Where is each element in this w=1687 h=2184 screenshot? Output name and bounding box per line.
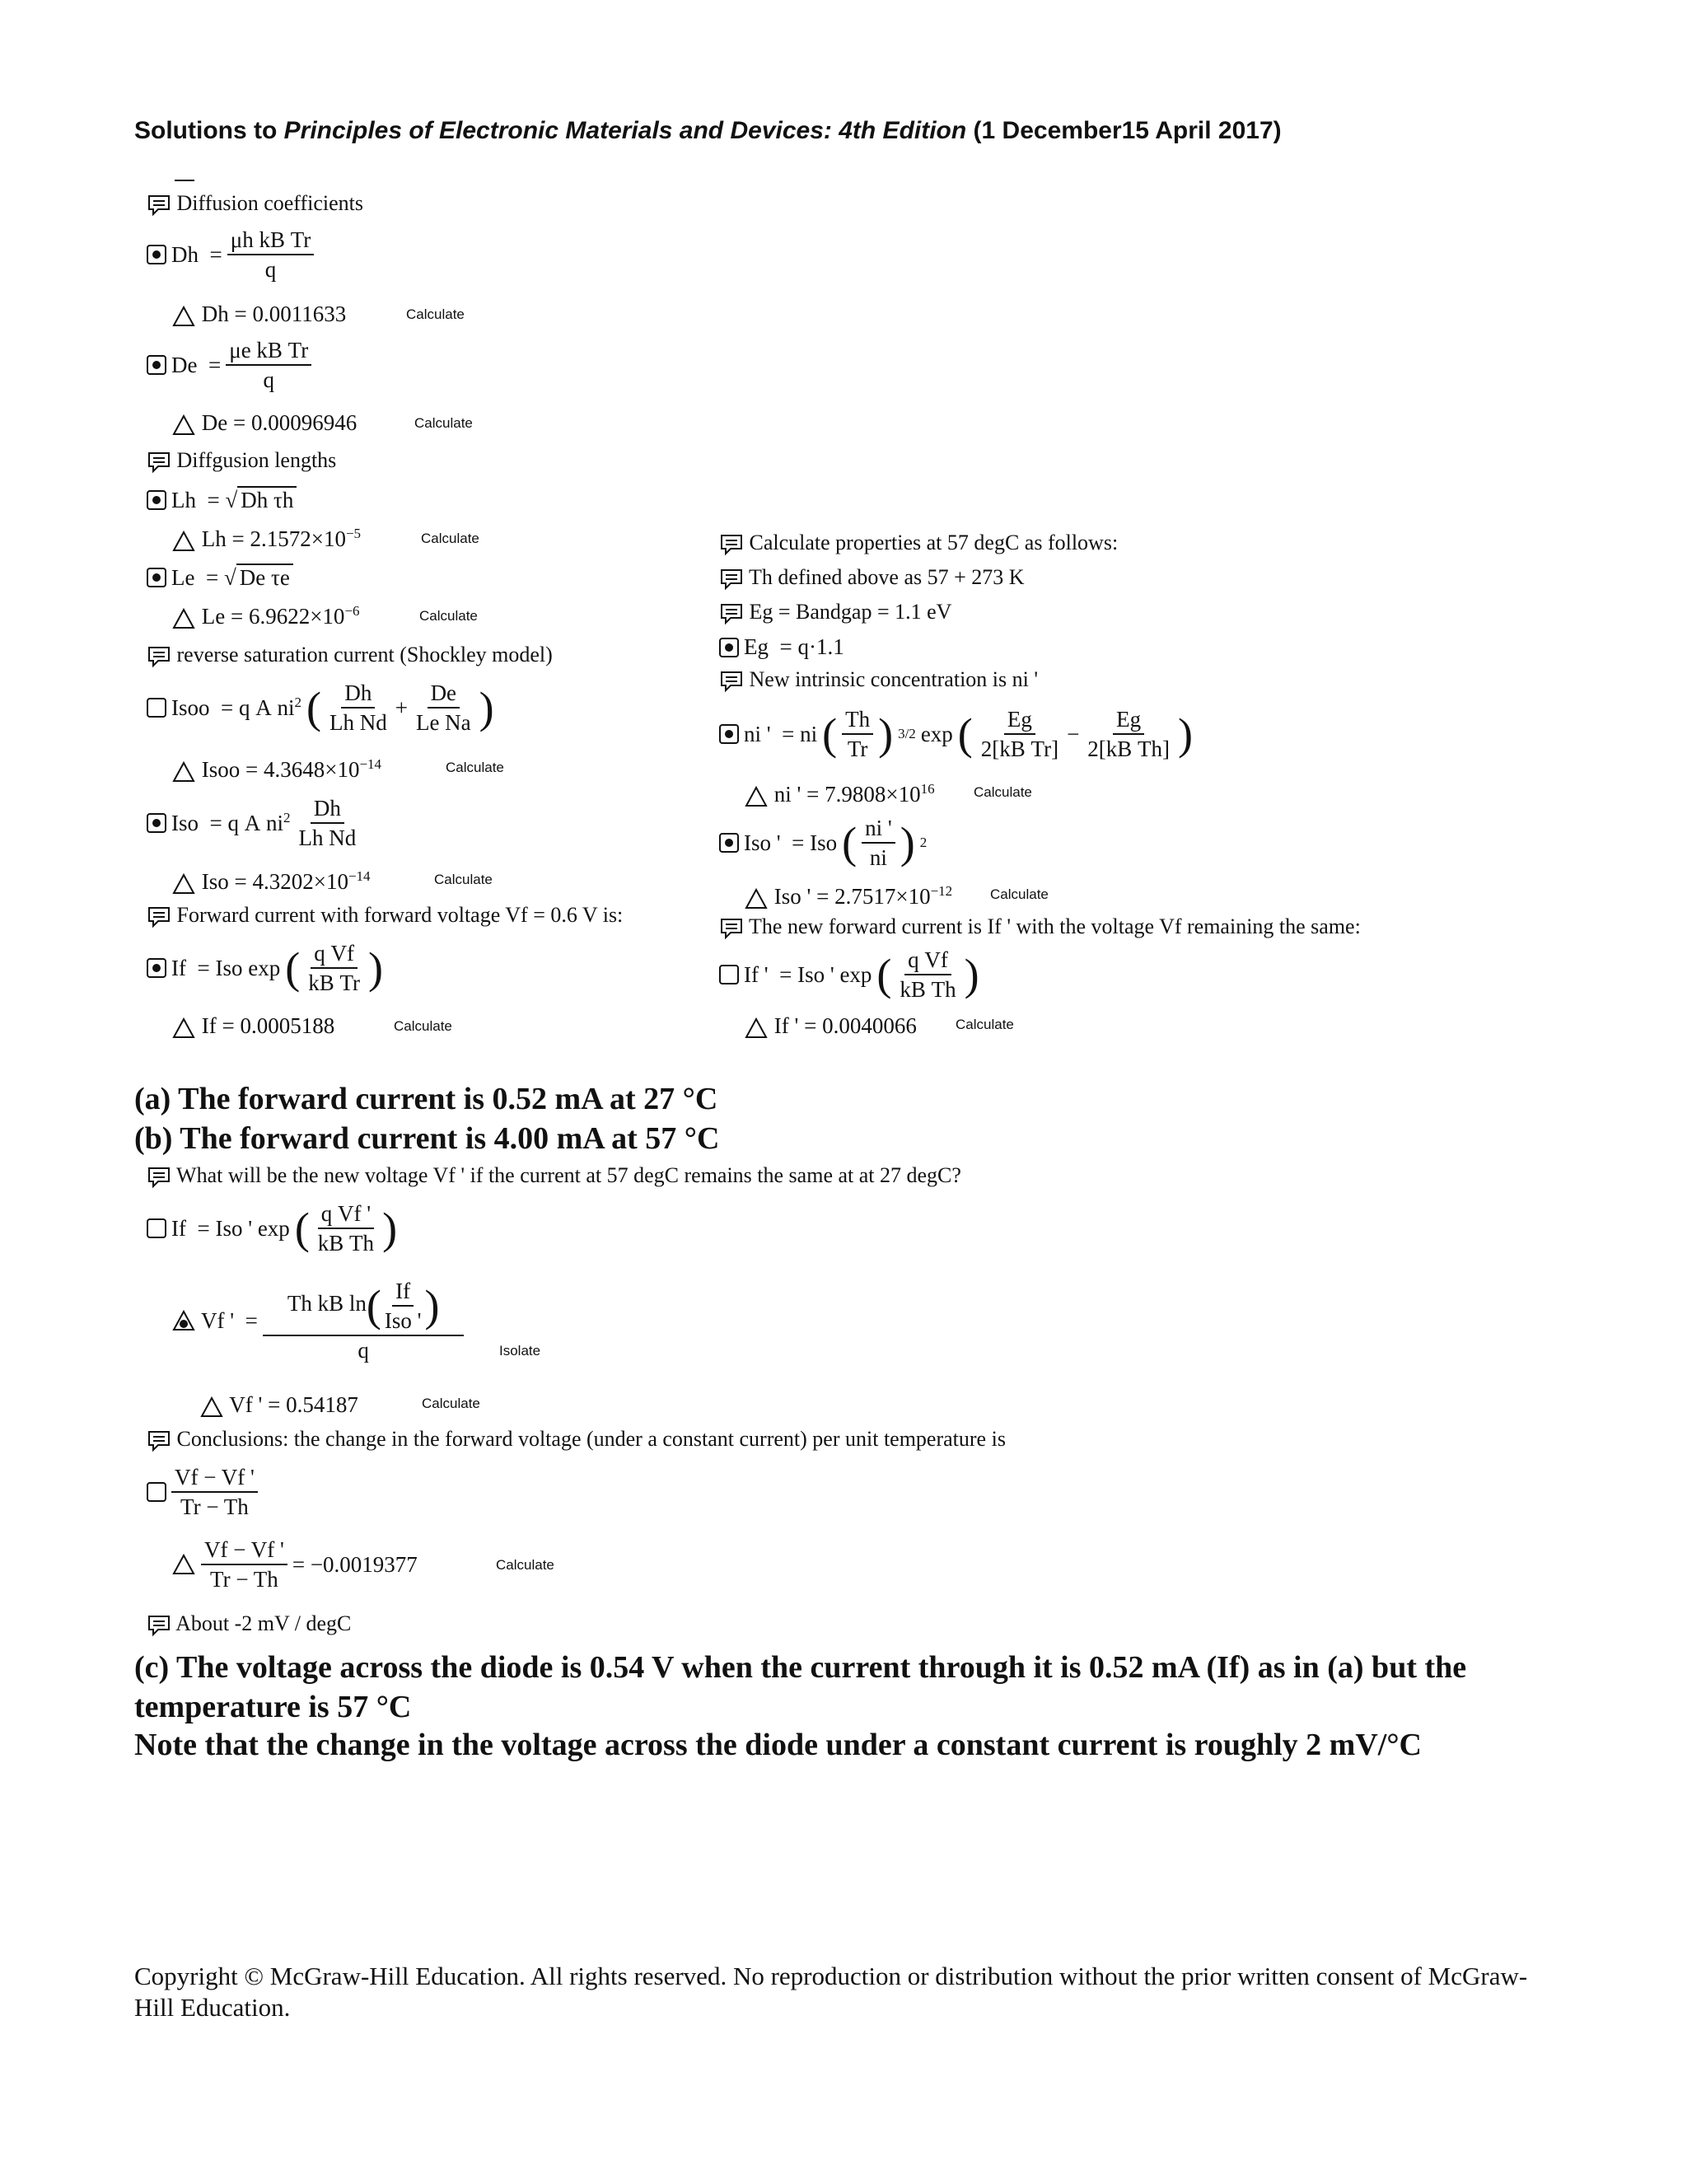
- comment-icon: [719, 670, 744, 693]
- comment-text: New intrinsic concentration is ni ': [749, 667, 1039, 691]
- comment-text: Th defined above as 57 + 273 K: [749, 565, 1025, 589]
- result-value: Iso = 4.3202×10: [201, 869, 348, 894]
- comment-text: Forward current with forward voltage Vf = 0.6 V is:: [176, 903, 624, 927]
- eq-eg-definition[interactable]: Eg = q·1.1: [719, 634, 844, 663]
- comment-forward-current: [147, 903, 623, 928]
- result-value: = −0.0019377: [292, 1551, 418, 1577]
- comment-text: reverse saturation current (Shockley model): [176, 643, 553, 666]
- result-if: [171, 1013, 334, 1040]
- eq-isoo-definition[interactable]: Isoo = q A $ni^2$ ( $\frac{Dh}{\text{Lh Nd}}$ + $\frac{De}{\text{Le Na}}$ ): [147, 679, 494, 737]
- calculate-button[interactable]: Calculate: [974, 784, 1032, 800]
- comment-new-intrinsic: [719, 667, 1038, 693]
- eq-if-iso-prime[interactable]: If = Iso ' exp ( $\frac{\text{q Vf '}}{\text{kB Th}}$ ): [147, 1200, 397, 1257]
- calculate-button[interactable]: Calculate: [434, 872, 493, 887]
- comment-icon: [147, 1166, 171, 1189]
- comment-icon: [147, 905, 171, 928]
- result-exponent: −12: [930, 883, 953, 899]
- result-exponent: −6: [344, 603, 360, 619]
- comment-icon: [147, 645, 171, 668]
- result-value: Isoo = 4.3648×10: [201, 757, 360, 782]
- result-lh: [171, 526, 361, 553]
- result-if-prime: [744, 1013, 917, 1040]
- comment-icon: [719, 602, 744, 625]
- copyright-footer: Copyright © McGraw-Hill Education. All rights reserved. No reproduction or distribution without the prior written consent of McGraw-Hill Education.: [134, 1962, 1528, 2022]
- checkbox-dot-icon[interactable]: [147, 245, 166, 264]
- calculate-button[interactable]: Calculate: [422, 1396, 480, 1411]
- triangle-icon: [171, 1017, 196, 1040]
- result-vf-prime: [199, 1392, 358, 1419]
- comment-icon: [719, 917, 744, 940]
- eq-dh-definition[interactable]: Dh = $\frac{\text{μh kB Tr}}{q}$: [147, 226, 314, 283]
- checkbox-empty-icon[interactable]: [147, 1218, 166, 1238]
- comment-icon: [147, 1614, 171, 1637]
- comment-text: Conclusions: the change in the forward voltage (under a constant current) per unit temperature is: [176, 1427, 1006, 1451]
- result-iso: [171, 868, 371, 896]
- answer-a: (a) The forward current is 0.52 mA at 27 °C: [134, 1082, 718, 1116]
- triangle-icon: [744, 887, 769, 910]
- checkbox-dot-icon[interactable]: [719, 724, 739, 744]
- eq-vf-prime-isolate[interactable]: Vf ' = Th kB ln( $\frac{If}{\text{Iso '}}$ ) q: [171, 1277, 464, 1364]
- result-exponent: −14: [359, 756, 382, 772]
- comment-new-voltage: [147, 1163, 961, 1189]
- comment-diffusion-coefficients: [147, 191, 363, 217]
- result-value: De = 0.00096946: [201, 410, 357, 435]
- triangle-icon: [744, 1017, 769, 1040]
- eq-iso-definition[interactable]: Iso = q A $ni^2$ $\frac{Dh}{\text{Lh Nd}}$: [147, 794, 359, 852]
- calculate-button[interactable]: Calculate: [956, 1017, 1014, 1032]
- comment-text: Diffgusion lengths: [176, 448, 337, 472]
- checkbox-empty-icon[interactable]: [147, 698, 166, 718]
- answer-note: Note that the change in the voltage across the diode under a constant current is roughly 2 mV/°C: [134, 1728, 1422, 1762]
- comment-text: What will be the new voltage Vf ' if the current at 57 degC remains the same at at 27 degC?: [176, 1163, 961, 1187]
- triangle-icon: [171, 760, 196, 783]
- calculate-button[interactable]: Calculate: [421, 531, 479, 546]
- calculate-button[interactable]: Calculate: [446, 760, 504, 775]
- answer-b: (b) The forward current is 4.00 mA at 57 °C: [134, 1121, 720, 1156]
- comment-th-defined: [719, 565, 1025, 591]
- isolate-button[interactable]: Isolate: [499, 1343, 541, 1359]
- comment-text: Diffusion coefficients: [176, 191, 363, 215]
- checkbox-dot-icon[interactable]: [719, 833, 739, 853]
- triangle-icon: [171, 1553, 196, 1576]
- result-slope: $\frac{Vf - Vf '}{Tr - Th}$ = −0.0019377: [171, 1536, 418, 1593]
- triangle-icon: [744, 785, 769, 808]
- result-value: Vf ' = 0.54187: [229, 1392, 358, 1417]
- divider-mark: [175, 180, 194, 181]
- comment-icon: [147, 194, 171, 217]
- calculate-button[interactable]: Calculate: [414, 415, 473, 431]
- result-de: [171, 410, 357, 437]
- result-value: Iso ' = 2.7517×10: [773, 884, 931, 909]
- result-exponent: 16: [920, 781, 935, 797]
- result-value: If ' = 0.0040066: [773, 1013, 917, 1038]
- result-dh: [171, 302, 346, 328]
- result-value: ni ' = 7.9808×10: [773, 782, 921, 807]
- comment-text: Calculate properties at 57 degC as follows:: [749, 531, 1119, 554]
- triangle-icon: [171, 305, 196, 328]
- checkbox-empty-icon[interactable]: [719, 965, 739, 984]
- calculate-button[interactable]: Calculate: [394, 1018, 452, 1034]
- eq-if-definition[interactable]: If = Iso exp ( $\frac{\text{q Vf}}{\text{kB Tr}}$ ): [147, 939, 383, 997]
- calculate-button[interactable]: Calculate: [496, 1557, 554, 1573]
- comment-text: The new forward current is If ' with the voltage Vf remaining the same:: [749, 914, 1361, 938]
- answer-c: (c) The voltage across the diode is 0.54 V when the current through it is 0.52 mA (If) as in (a) but the temperature is 57 °C: [134, 1650, 1467, 1724]
- eq-slope-definition[interactable]: $\frac{Vf - Vf '}{Tr - Th}$: [147, 1463, 258, 1521]
- eq-iso-prime-definition[interactable]: Iso ' = Iso ( $\frac{ni '}{ni}$ ) 2: [719, 814, 927, 872]
- checkbox-dot-icon[interactable]: [147, 355, 166, 375]
- calculate-button[interactable]: Calculate: [990, 886, 1049, 902]
- checkbox-dot-icon[interactable]: [147, 568, 166, 587]
- result-iso-prime: [744, 883, 952, 910]
- eq-de-definition[interactable]: De = $\frac{\text{μe kB Tr}}{q}$: [147, 336, 311, 394]
- checkbox-dot-icon[interactable]: [147, 813, 166, 833]
- comment-about: [147, 1611, 351, 1637]
- calculate-button[interactable]: Calculate: [406, 306, 465, 322]
- eq-ni-prime-definition[interactable]: ni ' = ni ( $\frac{Th}{Tr}$ ) 3/2 exp ( $\frac{Eg}{\text{2[kB Tr]}}$ − $\frac{Eg}{\text{2[kB Th]}}$ ): [719, 705, 1193, 763]
- calculate-button[interactable]: Calculate: [419, 608, 478, 624]
- comment-conclusions: [147, 1427, 1006, 1452]
- comment-text: Eg = Bandgap = 1.1 eV: [749, 600, 952, 624]
- triangle-icon: [171, 607, 196, 630]
- book-title: Principles of Electronic Materials and Devices: 4th Edition: [283, 117, 967, 144]
- checkbox-dot-icon[interactable]: [719, 638, 739, 657]
- eq-le-definition[interactable]: Le = √ De τe: [147, 564, 293, 593]
- header-prefix: Solutions to: [134, 117, 284, 144]
- eq-lh-definition[interactable]: Lh = √ Dh τh: [147, 486, 297, 516]
- result-exponent: −5: [345, 526, 362, 541]
- header-suffix: (1 December15 April 2017): [966, 117, 1282, 144]
- checkbox-dot-icon[interactable]: [147, 490, 166, 510]
- comment-reverse-saturation: [147, 643, 553, 668]
- comment-icon: [147, 451, 171, 474]
- checkbox-dot-icon[interactable]: [147, 958, 166, 978]
- comment-calc-57: [719, 531, 1118, 556]
- triangle-icon: [171, 872, 196, 896]
- triangle-icon: [199, 1396, 224, 1419]
- result-value: Le = 6.9622×10: [201, 604, 345, 629]
- comment-icon: [719, 568, 744, 591]
- triangle-dot-icon[interactable]: [171, 1309, 196, 1332]
- comment-icon: [719, 533, 744, 556]
- comment-text: About -2 mV / degC: [175, 1611, 352, 1635]
- result-exponent: −14: [348, 868, 371, 884]
- result-value: Lh = 2.1572×10: [201, 526, 346, 551]
- result-ni-prime: [744, 781, 935, 808]
- page-header: [134, 117, 1282, 145]
- result-value: If = 0.0005188: [201, 1013, 335, 1038]
- triangle-icon: [171, 414, 196, 437]
- comment-eg-bandgap: [719, 600, 951, 625]
- triangle-icon: [171, 530, 196, 553]
- eq-if-prime-definition[interactable]: If ' = Iso ' exp ( $\frac{\text{q Vf}}{\text{kB Th}}$ ): [719, 946, 979, 1003]
- checkbox-empty-icon[interactable]: [147, 1482, 166, 1502]
- result-isoo: [171, 756, 381, 783]
- comment-icon: [147, 1429, 171, 1452]
- result-le: [171, 603, 360, 630]
- comment-new-forward: [719, 914, 1361, 940]
- result-value: Dh = 0.0011633: [201, 302, 347, 326]
- comment-diffusion-lengths: [147, 448, 336, 474]
